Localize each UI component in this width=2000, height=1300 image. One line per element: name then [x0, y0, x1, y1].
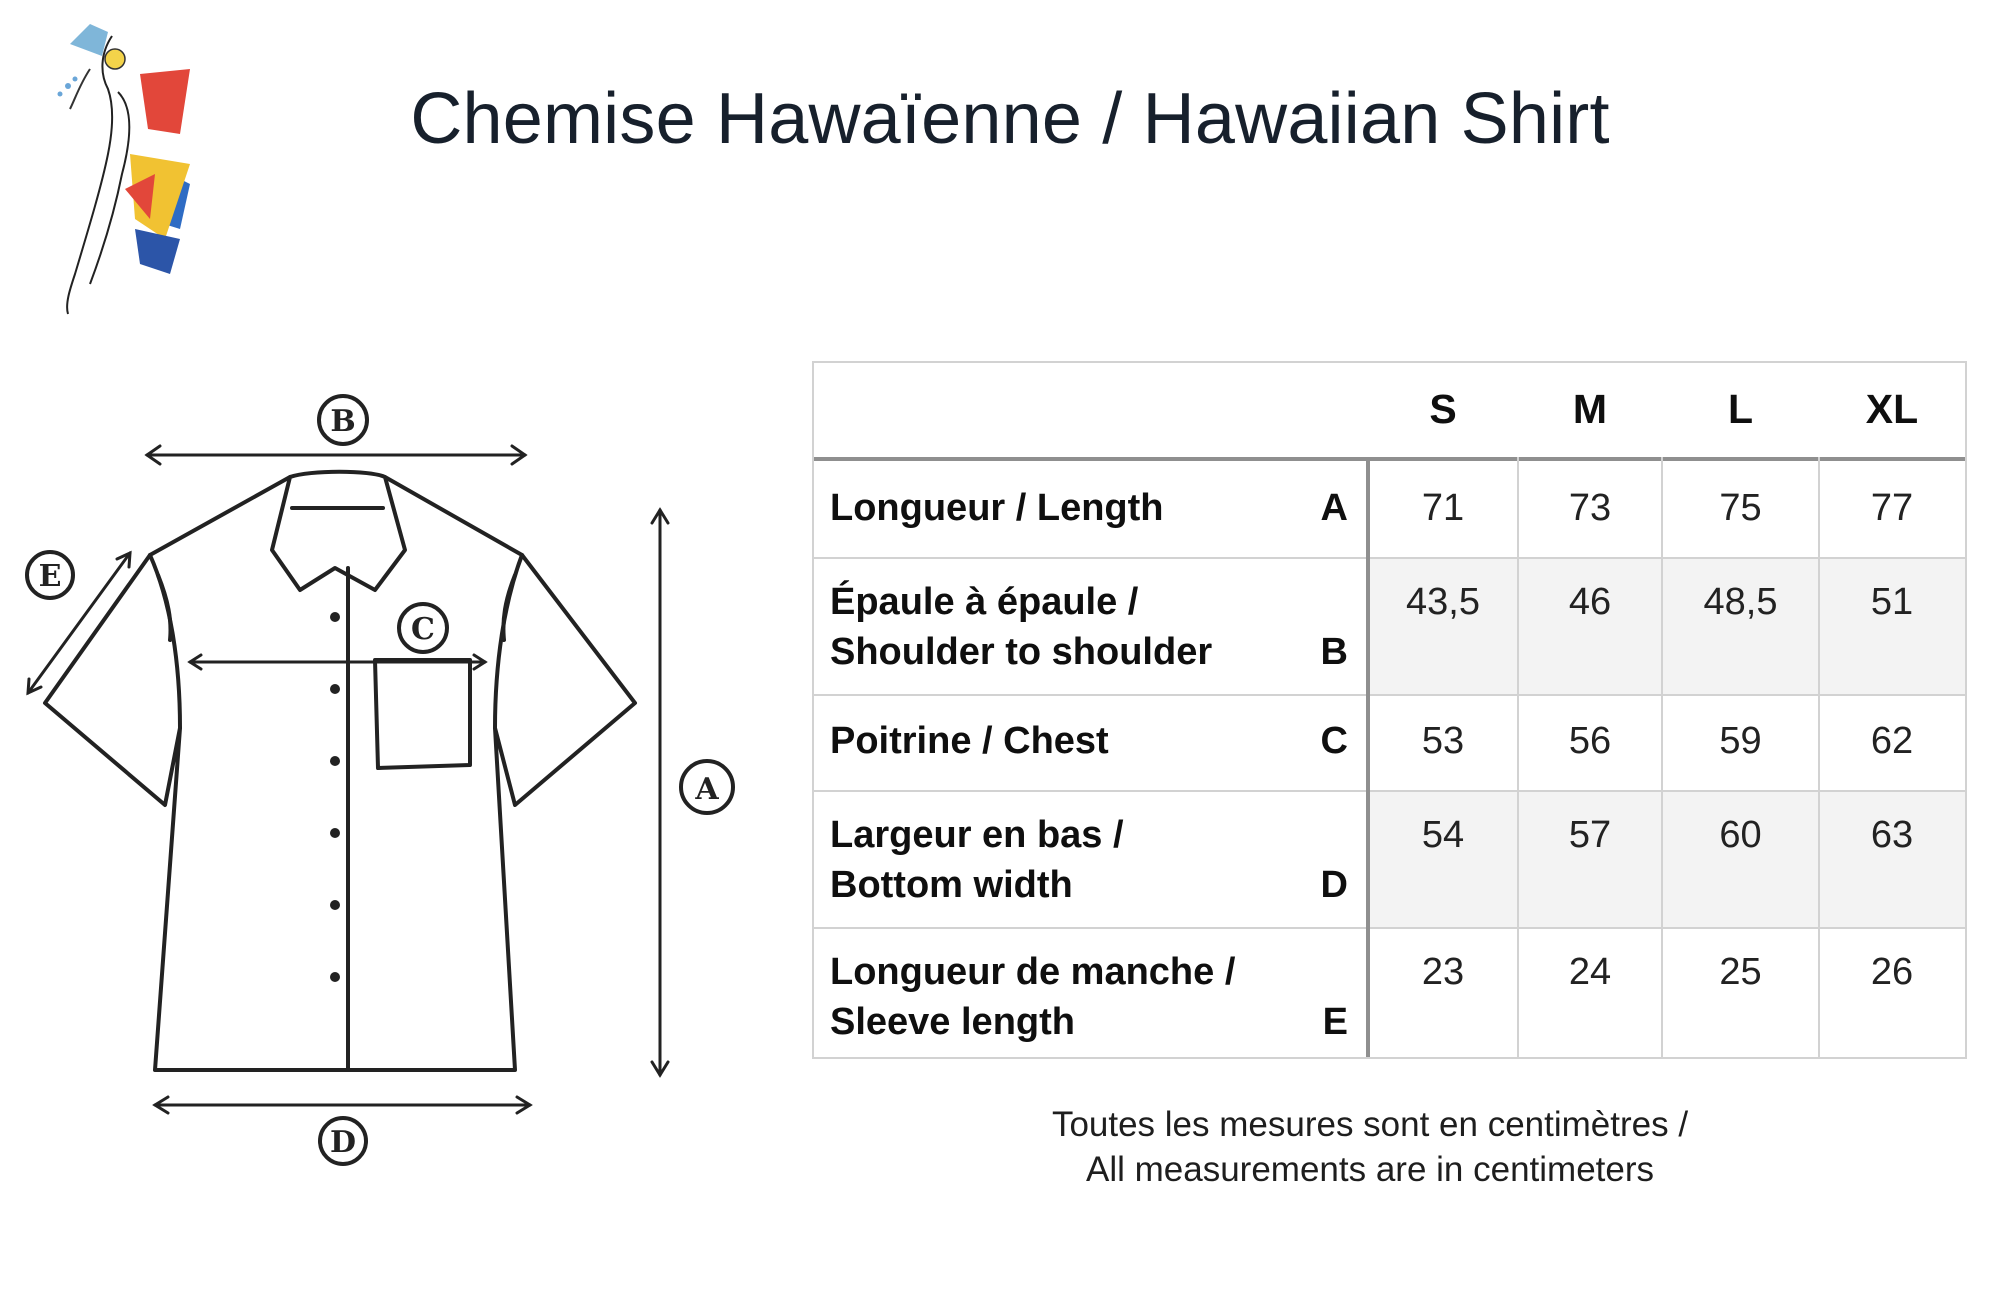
table-cell: 54	[1421, 814, 1465, 856]
row-letter: E	[1322, 1001, 1348, 1043]
column-divider	[1661, 457, 1663, 1057]
shirt-diagram	[0, 370, 760, 1170]
size-header-m: M	[1572, 386, 1608, 432]
row-label: Poitrine / Chest	[830, 720, 1109, 762]
table-cell: 43,5	[1406, 581, 1480, 623]
label-a: A	[695, 772, 719, 807]
table-row	[814, 792, 1965, 929]
table-cell: 48,5	[1703, 581, 1778, 623]
table-cell: 25	[1719, 951, 1762, 993]
row-letter: B	[1320, 631, 1348, 673]
size-header-s: S	[1429, 386, 1457, 432]
table-cell: 63	[1870, 814, 1914, 856]
page-title: Chemise Hawaïenne / Hawaiian Shirt	[410, 79, 1610, 159]
size-header-l: L	[1727, 386, 1754, 432]
table-cell: 59	[1719, 720, 1762, 762]
column-divider	[1517, 457, 1519, 1057]
row-label: Épaule à épaule / Shoulder to shoulder	[830, 581, 1213, 673]
logo-illustration	[30, 14, 210, 319]
table-row	[814, 696, 1965, 792]
table-cell: 57	[1568, 814, 1612, 856]
table-cell: 73	[1568, 487, 1612, 529]
row-letter: D	[1320, 864, 1348, 906]
measurement-note-line1: Toutes les mesures sont en centimètres /	[1051, 1105, 1689, 1144]
size-header-xl: XL	[1865, 386, 1919, 432]
table-cell: 26	[1870, 951, 1914, 993]
table-row	[814, 461, 1965, 559]
table-cell: 71	[1421, 487, 1465, 529]
row-letter: C	[1320, 720, 1348, 762]
row-label: Longueur de manche / Sleeve length	[830, 951, 1236, 1043]
table-cell: 56	[1568, 720, 1612, 762]
table-cell: 23	[1421, 951, 1465, 993]
table-cell: 53	[1421, 720, 1465, 762]
table-row	[814, 929, 1965, 1057]
column-divider	[1818, 457, 1820, 1057]
size-table	[812, 361, 1967, 1059]
table-cell: 62	[1870, 720, 1914, 762]
label-b: B	[330, 404, 356, 439]
row-label: Largeur en bas / Bottom width	[830, 814, 1124, 906]
table-cell: 77	[1870, 487, 1914, 529]
label-e: E	[38, 559, 62, 594]
table-cell: 75	[1719, 487, 1762, 529]
measurement-note	[1020, 1102, 1720, 1192]
label-d: D	[329, 1125, 357, 1160]
table-cell: 46	[1568, 581, 1612, 623]
measurement-note-line2: All measurements are in centimeters	[1086, 1150, 1654, 1189]
row-letter: A	[1320, 487, 1348, 529]
label-c: C	[411, 612, 435, 647]
table-cell: 60	[1719, 814, 1762, 856]
table-cell: 24	[1568, 951, 1612, 993]
row-label: Longueur / Length	[830, 487, 1164, 529]
table-row	[814, 559, 1965, 696]
column-divider	[1366, 457, 1370, 1057]
table-cell: 51	[1870, 581, 1914, 623]
